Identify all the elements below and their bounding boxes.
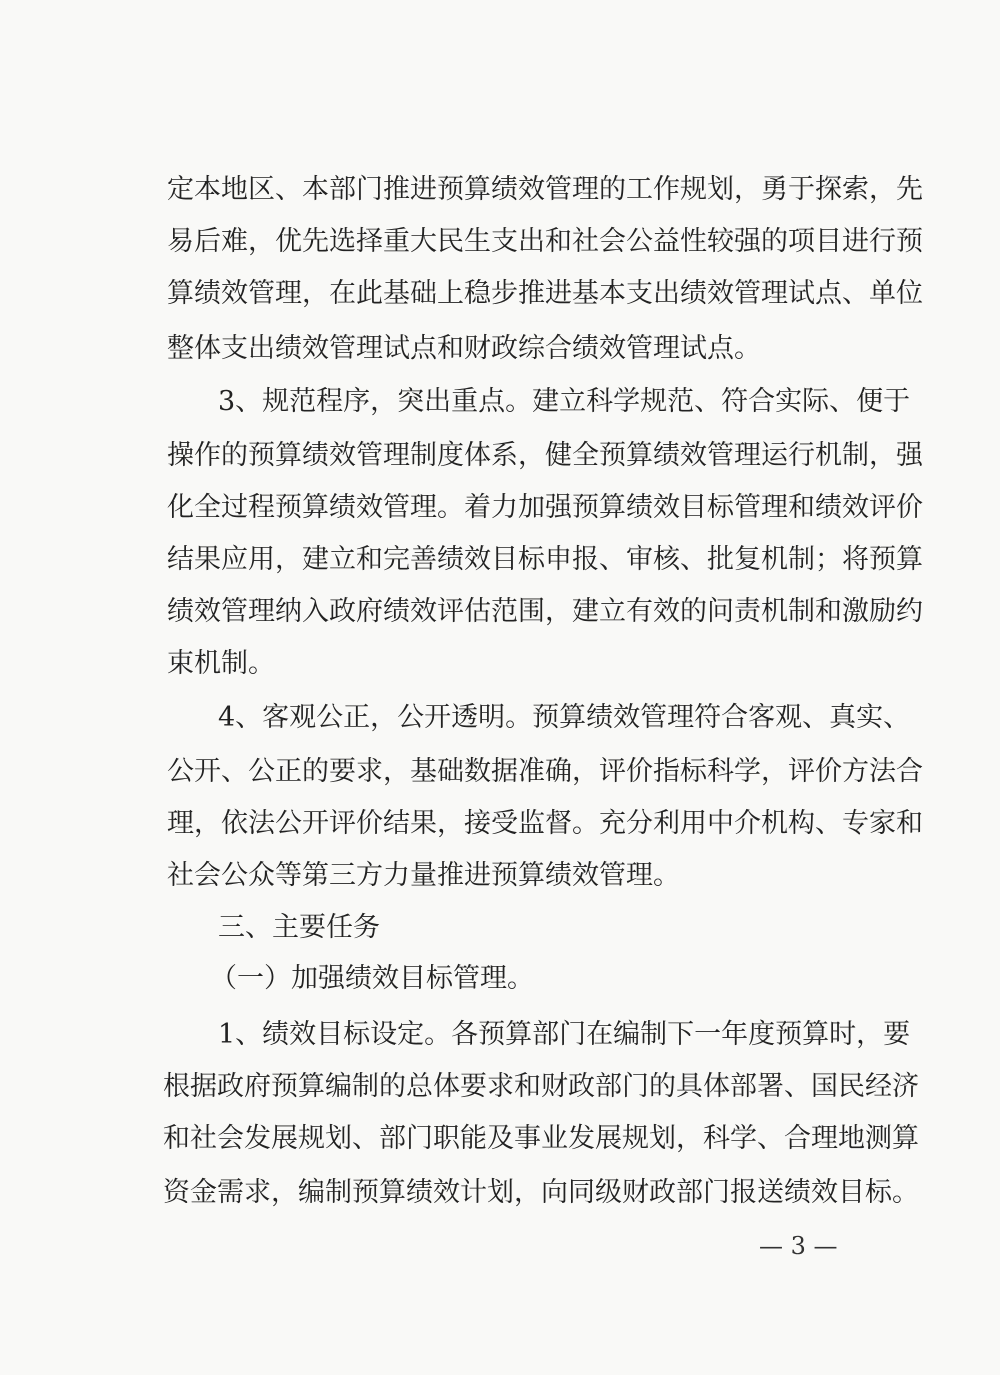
text-line: 结果应用，建立和完善绩效目标申报、审核、批复机制；将预算 [167,544,923,575]
text-line: 1、绩效目标设定。各预算部门在编制下一年度预算时，要 [218,1019,911,1050]
page-number: — 3 — [759,1232,838,1260]
text-line: 根据政府预算编制的总体要求和财政部门的具体部署、国民经济 [163,1071,919,1102]
text-line: 易后难，优先选择重大民生支出和社会公益性较强的项目进行预 [167,226,923,257]
text-line: 理，依法公开评价结果，接受监督。充分利用中介机构、专家和 [167,808,923,839]
text-line: 束机制。 [167,648,275,679]
text-line: 操作的预算绩效管理制度体系，健全预算绩效管理运行机制，强 [167,440,923,471]
section-heading: 三、主要任务 [218,912,380,943]
text-line: 3、规范程序，突出重点。建立科学规范、符合实际、便于 [218,386,911,417]
text-line: 整体支出绩效管理试点和财政综合绩效管理试点。 [167,333,761,364]
text-line: 社会公众等第三方力量推进预算绩效管理。 [167,860,680,891]
text-line: 资金需求，编制预算绩效计划，向同级财政部门报送绩效目标。 [163,1177,919,1208]
text-line: 4、客观公正，公开透明。预算绩效管理符合客观、真实、 [218,702,911,733]
text-line: 化全过程预算绩效管理。着力加强预算绩效目标管理和绩效评价 [167,492,923,523]
subsection-heading: （一）加强绩效目标管理。 [210,963,534,994]
text-line: 公开、公正的要求，基础数据准确，评价指标科学，评价方法合 [167,756,923,787]
text-line: 算绩效管理，在此基础上稳步推进基本支出绩效管理试点、单位 [167,278,923,309]
text-line: 绩效管理纳入政府绩效评估范围，建立有效的问责机制和激励约 [167,596,923,627]
text-line: 和社会发展规划、部门职能及事业发展规划，科学、合理地测算 [163,1123,919,1154]
text-line: 定本地区、本部门推进预算绩效管理的工作规划，勇于探索，先 [167,174,923,205]
